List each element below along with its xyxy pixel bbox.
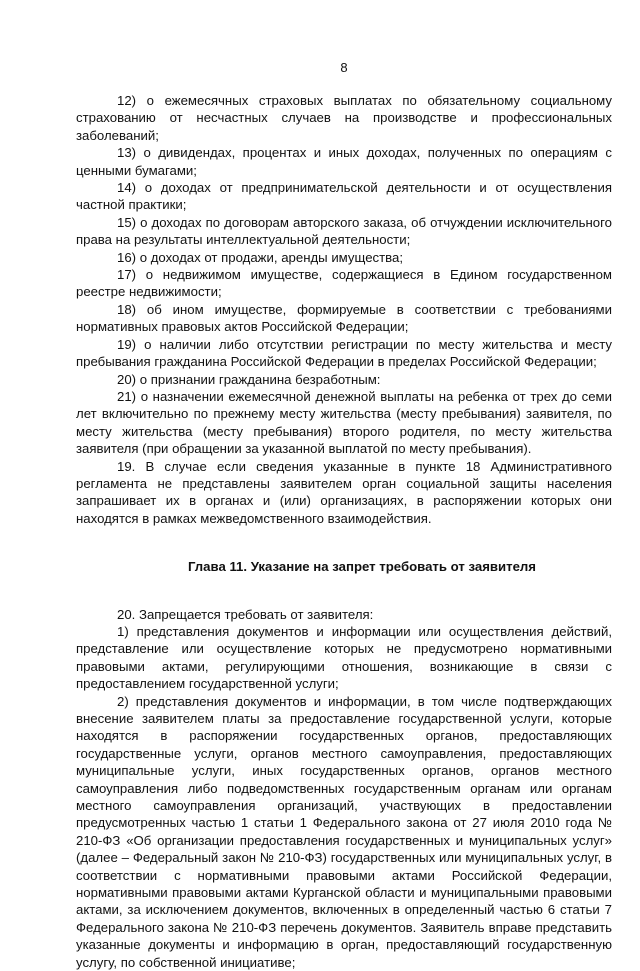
list-item-18: 18) об ином имуществе, формируемые в соответствии с требованиями нормативных правовых актов Российской Федерации; [76,301,612,335]
chapter-title: Глава 11. Указание на запрет требовать от заявителя [187,559,536,575]
list-item-16: 16) о доходах от продажи, аренды имущества; [117,249,404,265]
list-item-20: 20) о признании гражданина безработным: [117,371,381,387]
list-item-15: 15) о доходах по договорам авторского заказа, об отчуждении исключительного права на результаты интеллектуальной деятельности; [76,214,612,248]
paragraph-19: 19. В случае если сведения указанные в пункте 18 Административного регламента не представлены заявителем орган социальной защиты населения запрашивает их в органах и (или) организациях, в распоряжении которых они находятся в рамках межведомственного взаимодействия. [76,458,612,526]
list-item-17: 17) о недвижимом имуществе, содержащиеся в Едином государственном реестре недвижимости; [76,267,612,300]
list-item-21: 21) о назначении ежемесячной денежной выплаты на ребенка от трех до семи лет включительно по прежнему месту жительства (месту пребывания) заявителя, по месту жительства (месту пребывания) второго родителя, по месту жительства заявителя (при обращении за указанной выплатой по месту пребывания). [76,388,612,457]
paragraph-20-item-2: 2) представления документов и информации, в том числе подтверждающих внесение заявителем платы за предоставление государственной услуги, которые находятся в распоряжении государственных органов, предоставляющих государственные услуги, органов местного самоуправления, предоставляющих муниципальные услуги, иных государственных органов, органов местного самоуправления либо подведомственных государственным органам или органам местного самоуправления организаций, участвующих в предоставлении предусмотренных частью 1 статьи 1 Федерального закона от 27 июля 2010 года № 210-ФЗ «Об организации предоставления государственных и муниципальных услуг» (далее – Федеральный закон № 210-ФЗ) государственных или муниципальных услуг, в соответствии с нормативными правовыми актами Российской Федерации, нормативными правовыми актами Курганской области и муниципальными правовыми актами, за исключением документов, включенных в определенный частью 6 статьи 7 Федерального закона № 210-ФЗ перечень документов. Заявитель вправе представить указанные документы и информацию в орган, предоставляющий государственную услугу, по собственной инициативе; [76,693,612,970]
list-item-14: 14) о доходах от предпринимательской деятельности и от осуществления частной практики; [76,180,612,213]
list-item-13: 13) о дивидендах, процентах и иных доходах, полученных по операциям с ценными бумагами; [76,145,612,178]
section-spacer [76,527,612,558]
list-item-19: 19) о наличии либо отсутствии регистрации по месту жительства и месту пребывания гражданина Российской Федерации в пределах Российской Федерации; [76,336,612,370]
paragraph-20-intro: 20. Запрещается требовать от заявителя: [117,606,374,622]
page-number: 8 [340,60,348,75]
list-item-12: 12) о ежемесячных страховых выплатах по обязательному социальному страхованию от несчастных случаев на производстве и профессиональных заболеваний; [76,93,612,143]
paragraph-20-item-1: 1) представления документов и информации или осуществления действий, представление или осуществление которых не предусмотрено нормативными правовыми актами, регулирующими отношения, возникающие в связи с предоставлением государственной услуги; [76,623,612,692]
